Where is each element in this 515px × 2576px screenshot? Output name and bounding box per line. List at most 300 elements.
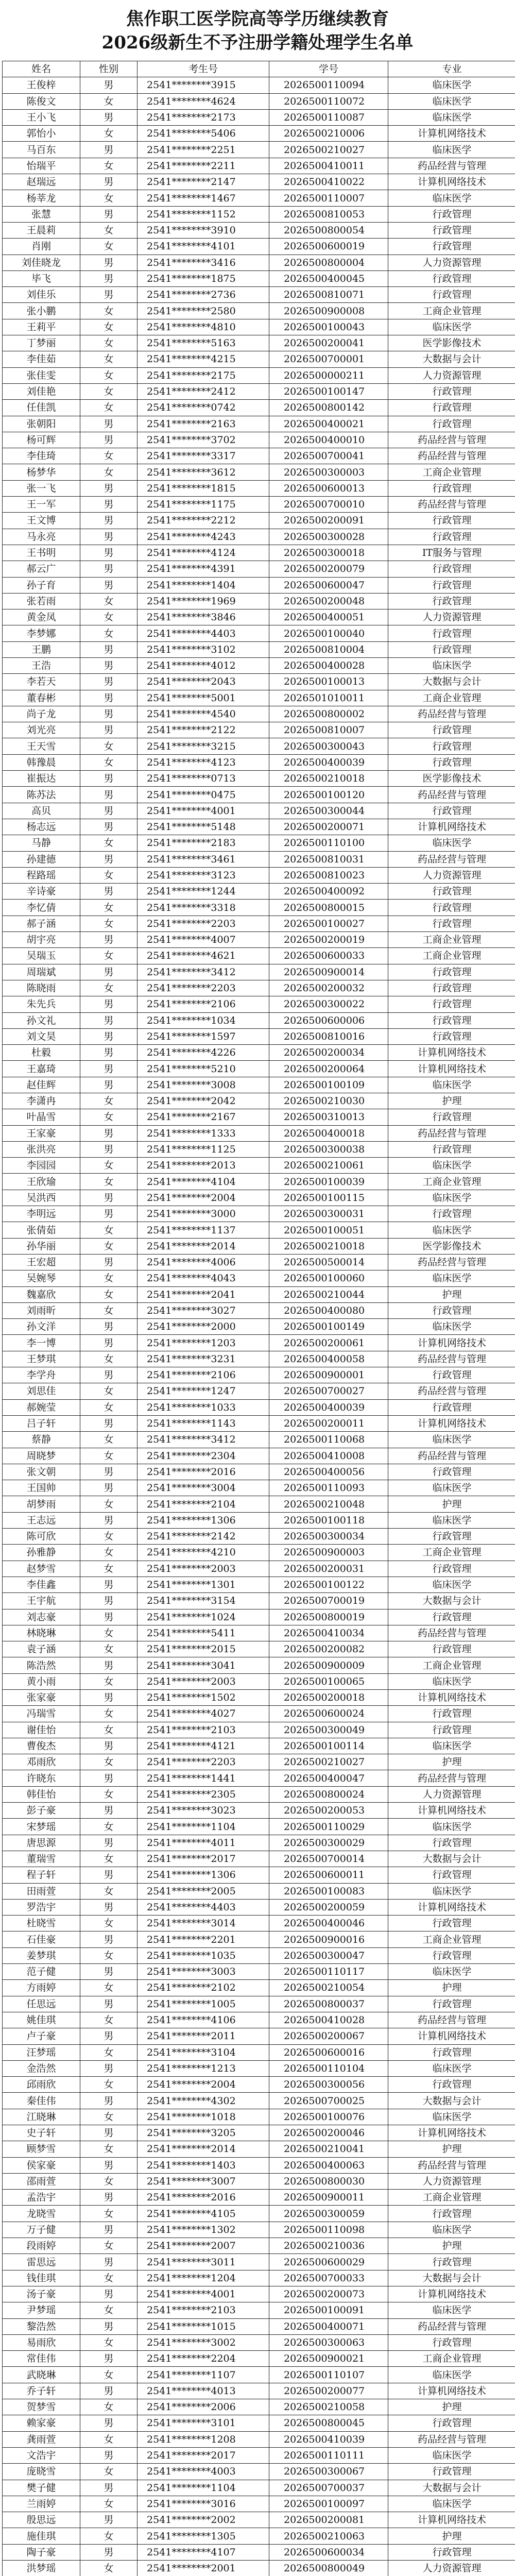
cell-major: 工商企业管理 (388, 303, 515, 319)
cell-major: 临床医学 (388, 2367, 515, 2383)
table-row (3, 1577, 515, 1592)
cell-exam-number: 2541********1018 (138, 2109, 269, 2125)
cell-student-id: 2026500110029 (269, 1819, 388, 1835)
cell-student-id: 2026500210030 (269, 1093, 388, 1109)
cell-gender: 女 (80, 158, 138, 174)
table-row (3, 1673, 515, 1689)
cell-student-id: 2026500100060 (269, 1270, 388, 1286)
cell-gender: 男 (80, 819, 138, 835)
cell-exam-number: 2541********2002 (138, 2512, 269, 2528)
cell-student-id: 2026500210018 (269, 1238, 388, 1254)
cell-major: 行政管理 (388, 1399, 515, 1415)
cell-student-id: 2026500100120 (269, 787, 388, 803)
cell-exam-number: 2541********2203 (138, 916, 269, 931)
cell-name: 赵佳辉 (3, 1077, 80, 1093)
cell-gender: 男 (80, 851, 138, 867)
cell-name: 王志远 (3, 1512, 80, 1528)
table-row (3, 1722, 515, 1738)
cell-gender: 女 (80, 916, 138, 931)
cell-name: 马永亮 (3, 529, 80, 545)
cell-gender: 男 (80, 480, 138, 496)
cell-name: 文浩宇 (3, 2447, 80, 2463)
cell-name: 杜晓雪 (3, 1916, 80, 1931)
table-row (3, 1351, 515, 1367)
cell-major: 行政管理 (388, 803, 515, 819)
cell-student-id: 2026500100040 (269, 625, 388, 641)
table-row (3, 900, 515, 916)
table-row (3, 1238, 515, 1254)
cell-exam-number: 2541********2043 (138, 674, 269, 690)
table-row (3, 2383, 515, 2399)
cell-major: 计算机网络技术 (388, 1803, 515, 1819)
cell-name: 孙文洋 (3, 1319, 80, 1335)
cell-name: 尹梦瑶 (3, 2302, 80, 2318)
cell-exam-number: 2541********2004 (138, 2077, 269, 2093)
cell-major: 大数据与会计 (388, 2480, 515, 2496)
cell-name: 王莉平 (3, 319, 80, 335)
table-row (3, 1222, 515, 1238)
cell-student-id: 2026500300003 (269, 464, 388, 480)
cell-name: 孙华丽 (3, 1238, 80, 1254)
cell-gender: 男 (80, 2157, 138, 2173)
cell-exam-number: 2541********2104 (138, 1496, 269, 1512)
cell-gender: 男 (80, 1996, 138, 2012)
cell-major: 计算机网络技术 (388, 2383, 515, 2399)
cell-major: 行政管理 (388, 754, 515, 770)
cell-student-id: 2026500110111 (269, 2447, 388, 2463)
cell-name: 张文朝 (3, 1464, 80, 1480)
cell-exam-number: 2541********1125 (138, 1141, 269, 1157)
cell-exam-number: 2541********4621 (138, 948, 269, 964)
cell-name: 陶子豪 (3, 2544, 80, 2560)
cell-major: 临床医学 (388, 1738, 515, 1754)
cell-gender: 女 (80, 1819, 138, 1835)
cell-gender: 男 (80, 722, 138, 738)
cell-name: 冯瑞雪 (3, 1706, 80, 1722)
cell-exam-number: 2541********1213 (138, 2060, 269, 2076)
cell-name: 刘佳乐 (3, 287, 80, 303)
cell-exam-number: 2541********3461 (138, 851, 269, 867)
cell-major: 行政管理 (388, 513, 515, 529)
document-subtitle: 2026级新生不予注册学籍处理学生名单 (101, 32, 414, 53)
table-row (3, 1641, 515, 1657)
cell-major: 药品经营与管理 (388, 2318, 515, 2334)
cell-exam-number: 2541********3000 (138, 1206, 269, 1222)
cell-exam-number: 2541********1404 (138, 577, 269, 593)
cell-exam-number: 2541********1244 (138, 884, 269, 900)
cell-gender: 女 (80, 319, 138, 335)
table-row (3, 819, 515, 835)
cell-exam-number: 2541********0742 (138, 400, 269, 416)
table-row (3, 287, 515, 303)
cell-exam-number: 2541********3003 (138, 1964, 269, 1980)
table-row (3, 1851, 515, 1867)
cell-name: 王晨莉 (3, 222, 80, 238)
cell-gender: 女 (80, 593, 138, 609)
table-row (3, 593, 515, 609)
cell-major: 临床医学 (388, 657, 515, 673)
cell-major: 行政管理 (388, 1109, 515, 1125)
cell-gender: 男 (80, 1335, 138, 1351)
cell-exam-number: 2541********3023 (138, 1803, 269, 1819)
title-block (0, 0, 515, 55)
cell-name: 陈浩然 (3, 1657, 80, 1673)
cell-exam-number: 2541********3014 (138, 1916, 269, 1931)
cell-student-id: 2026500400051 (269, 609, 388, 625)
cell-student-id: 2026500110104 (269, 2060, 388, 2076)
cell-major: 计算机网络技术 (388, 2125, 515, 2141)
cell-major: 行政管理 (388, 2544, 515, 2560)
cell-major: 计算机网络技术 (388, 174, 515, 190)
cell-exam-number: 2541********1333 (138, 1125, 269, 1141)
cell-major: 行政管理 (388, 287, 515, 303)
cell-gender: 女 (80, 126, 138, 142)
cell-exam-number: 2541********2004 (138, 1190, 269, 1206)
cell-major: 药品经营与管理 (388, 706, 515, 722)
cell-student-id: 2026500100013 (269, 674, 388, 690)
cell-exam-number: 2541********1305 (138, 2528, 269, 2544)
cell-exam-number: 2541********3004 (138, 1480, 269, 1496)
cell-gender: 男 (80, 1045, 138, 1061)
table-row (3, 738, 515, 754)
cell-student-id: 2026500200018 (269, 1689, 388, 1705)
cell-gender: 女 (80, 2561, 138, 2576)
cell-major: 临床医学 (388, 2447, 515, 2463)
cell-gender: 女 (80, 93, 138, 109)
cell-gender: 男 (80, 2222, 138, 2238)
cell-name: 王一军 (3, 497, 80, 513)
cell-student-id: 2026501010011 (269, 690, 388, 706)
table-row (3, 754, 515, 770)
cell-name: 胡梦雨 (3, 1496, 80, 1512)
cell-student-id: 2026500110094 (269, 77, 388, 93)
cell-student-id: 2026500800142 (269, 400, 388, 416)
cell-major: 药品经营与管理 (388, 2012, 515, 2028)
cell-name: 龚雨萱 (3, 2431, 80, 2447)
cell-exam-number: 2541********4215 (138, 351, 269, 367)
table-row (3, 771, 515, 787)
cell-student-id: 2026500110072 (269, 93, 388, 109)
cell-student-id: 2026500600024 (269, 1706, 388, 1722)
cell-student-id: 2026500200034 (269, 1045, 388, 1061)
cell-gender: 女 (80, 1916, 138, 1931)
cell-gender: 女 (80, 1109, 138, 1125)
cell-exam-number: 2541********2103 (138, 1722, 269, 1738)
cell-major: 临床医学 (388, 142, 515, 158)
cell-major: 临床医学 (388, 319, 515, 335)
cell-gender: 女 (80, 2109, 138, 2125)
cell-student-id: 2026500110098 (269, 2222, 388, 2238)
cell-major: 计算机网络技术 (388, 819, 515, 835)
cell-student-id: 2026500410039 (269, 2431, 388, 2447)
cell-major: 医学影像技术 (388, 771, 515, 787)
table-row (3, 1174, 515, 1190)
table-row (3, 1109, 515, 1125)
cell-exam-number: 2541********1302 (138, 2222, 269, 2238)
cell-major: 工商企业管理 (388, 2351, 515, 2367)
table-row (3, 1158, 515, 1174)
cell-major: 工商企业管理 (388, 690, 515, 706)
cell-exam-number: 2541********4001 (138, 803, 269, 819)
table-row (3, 1464, 515, 1480)
cell-name: 李潇冉 (3, 1093, 80, 1109)
cell-major: 临床医学 (388, 1883, 515, 1899)
table-row (3, 1448, 515, 1464)
table-row (3, 1883, 515, 1899)
cell-major: 人力资源管理 (388, 255, 515, 270)
table-row (3, 1609, 515, 1625)
table-row (3, 2302, 515, 2318)
cell-name: 金浩然 (3, 2060, 80, 2076)
cell-major: 行政管理 (388, 1464, 515, 1480)
cell-gender: 男 (80, 964, 138, 980)
table-row (3, 2480, 515, 2496)
cell-major: 药品经营与管理 (388, 158, 515, 174)
cell-name: 谢佳怡 (3, 1722, 80, 1738)
cell-gender: 女 (80, 2464, 138, 2480)
cell-exam-number: 2541********2580 (138, 303, 269, 319)
cell-exam-number: 2541********1502 (138, 1689, 269, 1705)
cell-gender: 男 (80, 513, 138, 529)
cell-major: 临床医学 (388, 1077, 515, 1093)
cell-gender: 男 (80, 1931, 138, 1947)
table-row (3, 529, 515, 545)
cell-major: 行政管理 (388, 996, 515, 1012)
cell-major: 人力资源管理 (388, 367, 515, 383)
cell-exam-number: 2541********3317 (138, 448, 269, 464)
cell-student-id: 2026500800004 (269, 255, 388, 270)
cell-name: 龙晓雪 (3, 2206, 80, 2222)
cell-major: 行政管理 (388, 964, 515, 980)
cell-name: 彭子豪 (3, 1803, 80, 1819)
cell-name: 张若雨 (3, 593, 80, 609)
cell-student-id: 2026500400056 (269, 1464, 388, 1480)
cell-student-id: 2026500210054 (269, 1980, 388, 1996)
cell-student-id: 2026500210063 (269, 2528, 388, 2544)
cell-exam-number: 2541********1035 (138, 1947, 269, 1963)
table-row (3, 1916, 515, 1931)
cell-student-id: 2026500700010 (269, 497, 388, 513)
cell-major: 行政管理 (388, 1609, 515, 1625)
table-row (3, 93, 515, 109)
cell-major: 计算机网络技术 (388, 1061, 515, 1077)
table-row (3, 835, 515, 851)
table-row (3, 625, 515, 641)
cell-exam-number: 2541********5001 (138, 690, 269, 706)
cell-major: 工商企业管理 (388, 1931, 515, 1947)
cell-student-id: 2026500300059 (269, 2206, 388, 2222)
cell-student-id: 2026500900014 (269, 964, 388, 980)
cell-major: 行政管理 (388, 1722, 515, 1738)
cell-major: 行政管理 (388, 400, 515, 416)
cell-exam-number: 2541********4403 (138, 625, 269, 641)
cell-major: 行政管理 (388, 270, 515, 286)
table-row (3, 2270, 515, 2286)
cell-name: 邵雨萱 (3, 2173, 80, 2189)
cell-exam-number: 2541********3102 (138, 641, 269, 657)
cell-student-id: 2026500100097 (269, 2496, 388, 2512)
cell-name: 王嘉琦 (3, 1061, 80, 1077)
cell-exam-number: 2541********4006 (138, 1254, 269, 1270)
cell-gender: 男 (80, 884, 138, 900)
cell-exam-number: 2541********1815 (138, 480, 269, 496)
cell-student-id: 2026500210027 (269, 142, 388, 158)
table-row (3, 1125, 515, 1141)
table-row (3, 1786, 515, 1802)
cell-student-id: 2026500600029 (269, 2254, 388, 2270)
table-row (3, 803, 515, 819)
table-row (3, 400, 515, 416)
cell-student-id: 2026500700019 (269, 1593, 388, 1609)
cell-student-id: 2026500200082 (269, 1641, 388, 1657)
table-row (3, 1270, 515, 1286)
cell-student-id: 2026500200061 (269, 1335, 388, 1351)
cell-exam-number: 2541********1104 (138, 1819, 269, 1835)
cell-exam-number: 2541********2006 (138, 2399, 269, 2415)
table-row (3, 867, 515, 883)
table-row (3, 1561, 515, 1577)
cell-major: 临床医学 (388, 2109, 515, 2125)
cell-name: 姚佳琪 (3, 2012, 80, 2028)
cell-major: 工商企业管理 (388, 932, 515, 948)
cell-major: 临床医学 (388, 1819, 515, 1835)
table-row (3, 1319, 515, 1335)
cell-exam-number: 2541********2147 (138, 174, 269, 190)
cell-name: 朱先兵 (3, 996, 80, 1012)
cell-major: 药品经营与管理 (388, 1351, 515, 1367)
cell-major: 行政管理 (388, 529, 515, 545)
cell-exam-number: 2541********4403 (138, 1899, 269, 1915)
cell-student-id: 2026500110068 (269, 1432, 388, 1448)
table-row (3, 545, 515, 561)
cell-student-id: 2026500400080 (269, 1302, 388, 1318)
cell-major: 临床医学 (388, 1480, 515, 1496)
cell-gender: 男 (80, 1770, 138, 1786)
cell-exam-number: 2541********4226 (138, 1045, 269, 1061)
cell-student-id: 2026500810004 (269, 641, 388, 657)
cell-major: 临床医学 (388, 1190, 515, 1206)
cell-exam-number: 2541********3011 (138, 2254, 269, 2270)
cell-gender: 男 (80, 545, 138, 561)
cell-name: 王天雪 (3, 738, 80, 754)
cell-exam-number: 2541********4106 (138, 2012, 269, 2028)
cell-name: 易雨欣 (3, 2334, 80, 2350)
cell-student-id: 2026500200091 (269, 513, 388, 529)
cell-student-id: 2026500400063 (269, 2157, 388, 2173)
cell-major: 护理 (388, 1980, 515, 1996)
cell-name: 李学舟 (3, 1367, 80, 1383)
document-title: 焦作职工医学院高等学历继续教育 (126, 9, 389, 29)
cell-name: 杨志远 (3, 819, 80, 835)
table-row (3, 416, 515, 432)
cell-major: 工商企业管理 (388, 2190, 515, 2206)
cell-major: 临床医学 (388, 2496, 515, 2512)
cell-name: 郝婉莹 (3, 1399, 80, 1415)
cell-gender: 男 (80, 706, 138, 722)
cell-gender: 女 (80, 303, 138, 319)
cell-exam-number: 2541********5411 (138, 1625, 269, 1641)
cell-name: 段雨婷 (3, 2238, 80, 2254)
cell-name: 李园园 (3, 1158, 80, 1174)
cell-name: 王宏超 (3, 1254, 80, 1270)
table-row (3, 319, 515, 335)
cell-major: 临床医学 (388, 1319, 515, 1335)
cell-exam-number: 2541********3041 (138, 1657, 269, 1673)
cell-student-id: 2026500300067 (269, 2464, 388, 2480)
cell-major: 护理 (388, 2141, 515, 2157)
cell-gender: 女 (80, 1222, 138, 1238)
cell-name: 任佳凯 (3, 400, 80, 416)
cell-exam-number: 2541********4011 (138, 1835, 269, 1851)
table-row (3, 1625, 515, 1641)
cell-major: 药品经营与管理 (388, 1770, 515, 1786)
cell-name: 周晓梦 (3, 1448, 80, 1464)
cell-exam-number: 2541********2103 (138, 2302, 269, 2318)
cell-exam-number: 2541********3416 (138, 255, 269, 270)
cell-student-id: 2026500200046 (269, 2125, 388, 2141)
cell-gender: 男 (80, 1367, 138, 1383)
cell-major: 行政管理 (388, 884, 515, 900)
cell-gender: 男 (80, 2351, 138, 2367)
cell-name: 陈苏法 (3, 787, 80, 803)
cell-exam-number: 2541********4007 (138, 932, 269, 948)
table-row (3, 1996, 515, 2012)
cell-exam-number: 2541********2017 (138, 1851, 269, 1867)
table-row (3, 1190, 515, 1206)
cell-name: 陈可欣 (3, 1529, 80, 1545)
table-row (3, 1302, 515, 1318)
cell-gender: 女 (80, 222, 138, 238)
cell-student-id: 2026500600011 (269, 1867, 388, 1883)
cell-exam-number: 2541********3702 (138, 432, 269, 448)
cell-gender: 女 (80, 400, 138, 416)
table-row (3, 2464, 515, 2480)
table-row (3, 464, 515, 480)
cell-exam-number: 2541********3123 (138, 867, 269, 883)
cell-student-id: 2026500210027 (269, 1754, 388, 1770)
cell-name: 李忆倩 (3, 900, 80, 916)
table-row (3, 2415, 515, 2431)
table-row (3, 948, 515, 964)
cell-major: 药品经营与管理 (388, 787, 515, 803)
cell-student-id: 2026500700027 (269, 1383, 388, 1399)
cell-exam-number: 2541********2175 (138, 367, 269, 383)
cell-major: 药品经营与管理 (388, 1383, 515, 1399)
cell-exam-number: 2541********1403 (138, 2157, 269, 2173)
cell-exam-number: 2541********2042 (138, 1093, 269, 1109)
cell-student-id: 2026500110007 (269, 190, 388, 206)
cell-name: 刘志豪 (3, 1609, 80, 1625)
cell-gender: 男 (80, 416, 138, 432)
cell-name: 吴瑞玉 (3, 948, 80, 964)
table-row (3, 2512, 515, 2528)
cell-gender: 女 (80, 1302, 138, 1318)
cell-major: 临床医学 (388, 1222, 515, 1238)
cell-name: 王宇航 (3, 1593, 80, 1609)
cell-name: 汤子豪 (3, 2286, 80, 2302)
cell-student-id: 2026500200059 (269, 1899, 388, 1915)
cell-exam-number: 2541********2041 (138, 1286, 269, 1302)
cell-gender: 男 (80, 771, 138, 787)
cell-name: 张一飞 (3, 480, 80, 496)
cell-exam-number: 2541********4001 (138, 2286, 269, 2302)
cell-major: 行政管理 (388, 2254, 515, 2270)
cell-exam-number: 2541********2304 (138, 1448, 269, 1464)
cell-exam-number: 2541********1301 (138, 1577, 269, 1592)
cell-major: 行政管理 (388, 561, 515, 577)
cell-gender: 女 (80, 2077, 138, 2093)
cell-student-id: 2026500810016 (269, 1028, 388, 1044)
